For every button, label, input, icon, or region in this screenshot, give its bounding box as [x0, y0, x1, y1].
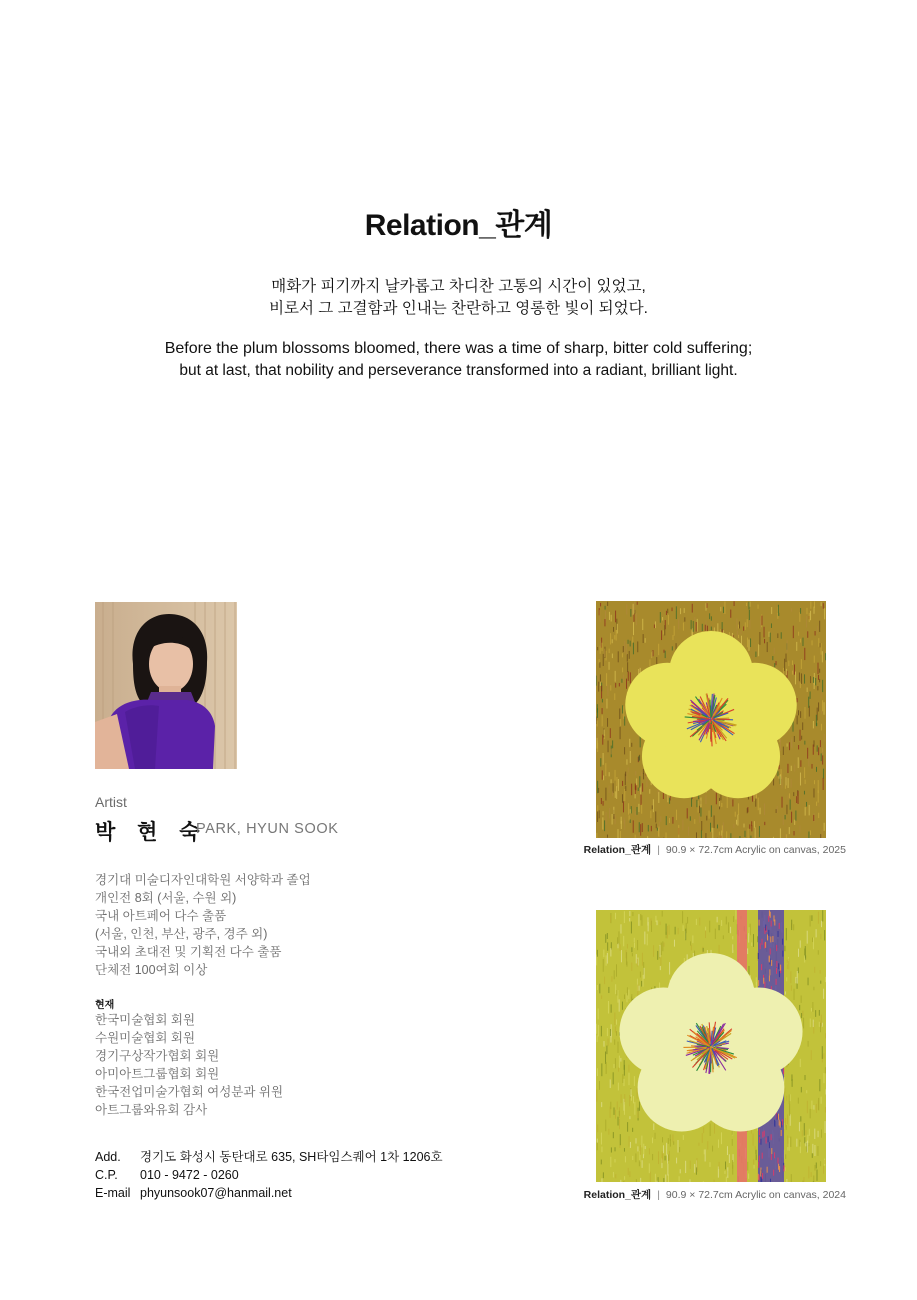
artwork-painting-2024: [596, 910, 826, 1182]
contact-block: [95, 1148, 443, 1202]
artist-portrait-image: [95, 602, 237, 769]
bio-item: 개인전 8회 (서울, 수원 외): [95, 891, 237, 905]
artwork-painting-2025: [596, 601, 826, 838]
membership-item: 한국전업미술가협회 여성분과 위원: [95, 1085, 284, 1099]
intro-ko-line-1: 매화가 피기까지 날카롭고 차디찬 고통의 시간이 있었고,: [271, 278, 646, 295]
contact-phone-row: [95, 1166, 443, 1184]
bio-item: (서울, 인천, 부산, 광주, 경주 외): [95, 927, 268, 941]
intro-en-line-2: but at last, that nobility and perseverance transformed into a radiant, brilliant light.: [179, 362, 738, 379]
contact-email-row: [95, 1184, 443, 1202]
membership-item: 아미아트그룹협회 회원: [95, 1067, 220, 1081]
page-title: Relation_관계: [364, 209, 553, 242]
artist-bio-list: [95, 871, 311, 979]
bio-item: 경기대 미술디자인대학원 서양학과 졸업: [95, 873, 311, 887]
intro-ko-line-2: 비로서 그 고결함과 인내는 찬란하고 영롱한 빛이 되었다.: [269, 300, 648, 317]
artist-portrait: [95, 602, 237, 769]
artwork-image-2024: [596, 910, 826, 1182]
caption-separator: |: [657, 1189, 660, 1201]
artwork-caption-2024: [584, 1187, 846, 1202]
bio-item: 국내 아트페어 다수 출품: [95, 909, 227, 923]
artwork-caption-details: 90.9 × 72.7cm Acrylic on canvas, 2025: [665, 844, 846, 856]
caption-separator: |: [657, 844, 660, 856]
address-label: Add.: [95, 1150, 121, 1164]
artist-name-en: PARK, HYUN SOOK: [196, 821, 339, 837]
phone-label: C.P.: [95, 1168, 118, 1182]
contact-address-row: [95, 1148, 443, 1166]
email-label: E-mail: [95, 1186, 131, 1200]
membership-item: 수원미술협회 회원: [95, 1031, 196, 1045]
membership-item: 아트그룹와유회 감사: [95, 1103, 208, 1117]
membership-list: [95, 1011, 283, 1119]
email-value[interactable]: phyunsook07@hanmail.net: [140, 1186, 292, 1200]
intro-text: [0, 276, 917, 382]
artwork-caption-title: Relation_관계: [583, 844, 652, 856]
artwork-image-2025: [596, 601, 826, 838]
membership-item: 경기구상작가협회 회원: [95, 1049, 220, 1063]
bio-item: 단체전 100여회 이상: [95, 963, 208, 977]
phone-value: 010 - 9472 - 0260: [140, 1168, 239, 1182]
artwork-caption-title: Relation_관계: [583, 1189, 652, 1201]
artist-name-ko: 박 현 숙: [95, 821, 208, 844]
address-value: 경기도 화성시 동탄대로 635, SH타임스퀘어 1차 1206호: [140, 1150, 443, 1164]
intro-en-line-1: Before the plum blossoms bloomed, there was a time of sharp, bitter cold suffering;: [164, 340, 753, 357]
bio-item: 국내외 초대전 및 기획전 다수 출품: [95, 945, 282, 959]
current-heading: 현재: [95, 1000, 115, 1011]
artwork-caption-details: 90.9 × 72.7cm Acrylic on canvas, 2024: [665, 1189, 846, 1201]
artwork-caption-2025: [584, 842, 846, 857]
artist-label: Artist: [95, 794, 127, 810]
membership-item: 한국미술협회 회원: [95, 1013, 196, 1027]
